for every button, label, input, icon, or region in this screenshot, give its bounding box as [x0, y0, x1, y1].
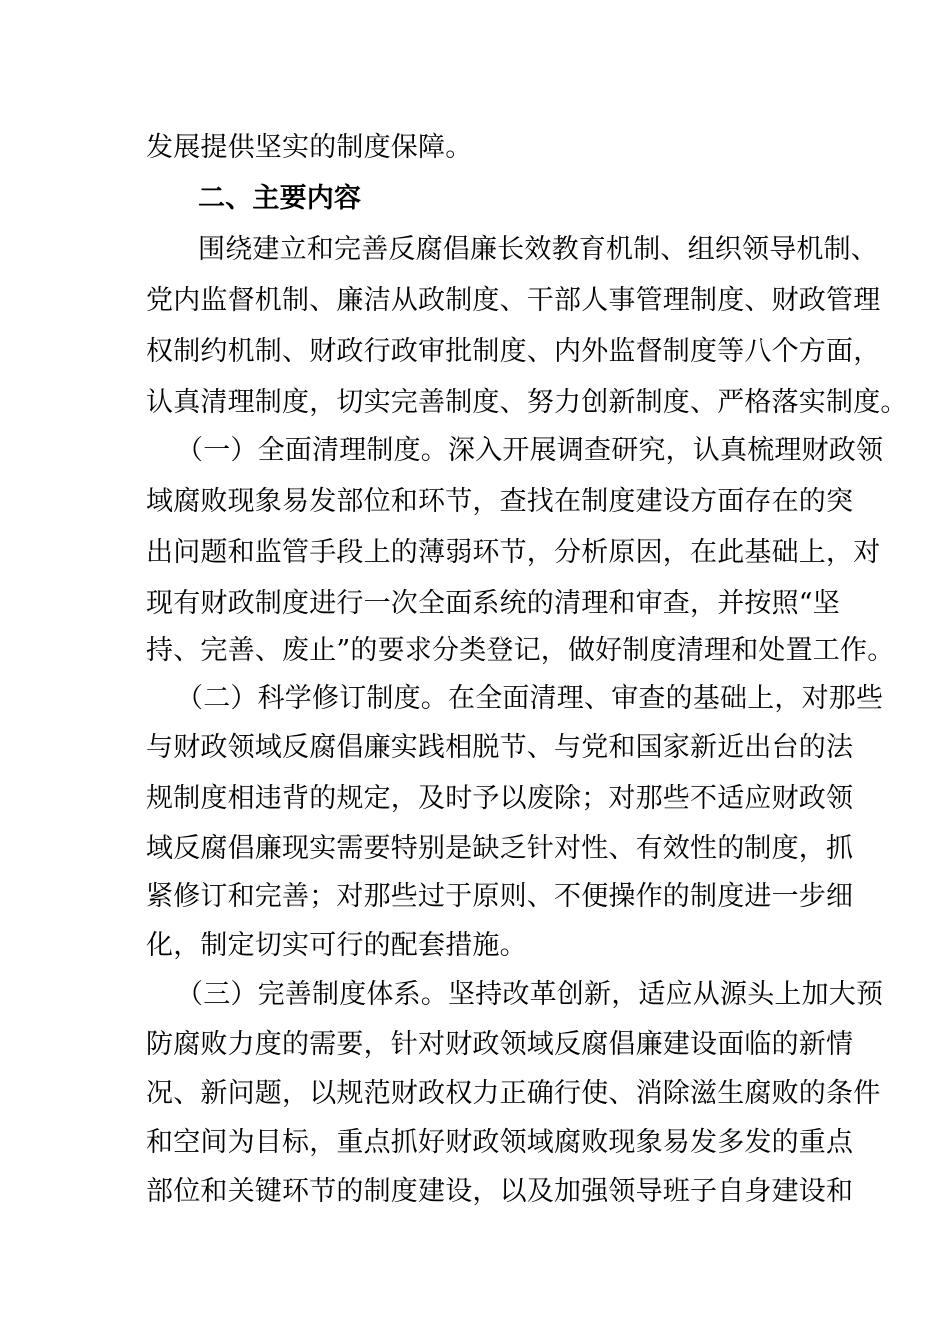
- text-line: 和空间为目标，重点抓好财政领域腐败现象易发多发的重点: [146, 1127, 854, 1158]
- section-heading: 二、主要内容: [198, 183, 362, 214]
- text-line: 围绕建立和完善反腐倡廉长效教育机制、组织领导机制、: [198, 234, 878, 265]
- paragraph-heading-line: （二）科学修订制度。在全面清理、审查的基础上，对那些: [176, 683, 884, 714]
- text-line: 防腐败力度的需要，针对财政领域反腐倡廉建设面临的新情: [146, 1029, 854, 1060]
- text-line: 部位和关键环节的制度建设，以及加强领导班子自身建设和: [146, 1176, 854, 1207]
- text-line: 出问题和监管手段上的薄弱环节，分析原因，在此基础上，对: [146, 537, 881, 568]
- text-line: 持、完善、废止”的要求分类登记，做好制度清理和处置工作。: [146, 635, 895, 666]
- text-line: 发展提供坚实的制度保障。: [146, 132, 473, 163]
- paragraph-heading-line: （三）完善制度体系。坚持改革创新，适应从源头上加大预: [176, 979, 884, 1010]
- text-line: 现有财政制度进行一次全面系统的清理和审查，并按照“坚: [146, 588, 841, 619]
- text-line: 权制约机制、财政行政审批制度、内外监督制度等八个方面，: [146, 336, 881, 367]
- text-line: 党内监督机制、廉洁从政制度、干部人事管理制度、财政管理: [146, 285, 881, 316]
- text-line: 规制度相违背的规定，及时予以废除；对那些不适应财政领: [146, 783, 854, 814]
- text-line: 紧修订和完善；对那些过于原则、不便操作的制度进一步细: [146, 881, 854, 912]
- text-line: 化，制定切实可行的配套措施。: [146, 930, 527, 961]
- text-line: 认真清理制度，切实完善制度、努力创新制度、严格落实制度。: [146, 387, 908, 418]
- text-line: 与财政领域反腐倡廉实践相脱节、与党和国家新近出台的法: [146, 732, 854, 763]
- text-line: 域腐败现象易发部位和环节，查找在制度建设方面存在的突: [146, 486, 854, 517]
- text-line: 域反腐倡廉现实需要特别是缺乏针对性、有效性的制度，抓: [146, 833, 854, 864]
- paragraph-heading-line: （一）全面清理制度。深入开展调查研究，认真梳理财政领: [176, 435, 884, 466]
- text-line: 况、新问题，以规范财政权力正确行使、消除滋生腐败的条件: [146, 1078, 881, 1109]
